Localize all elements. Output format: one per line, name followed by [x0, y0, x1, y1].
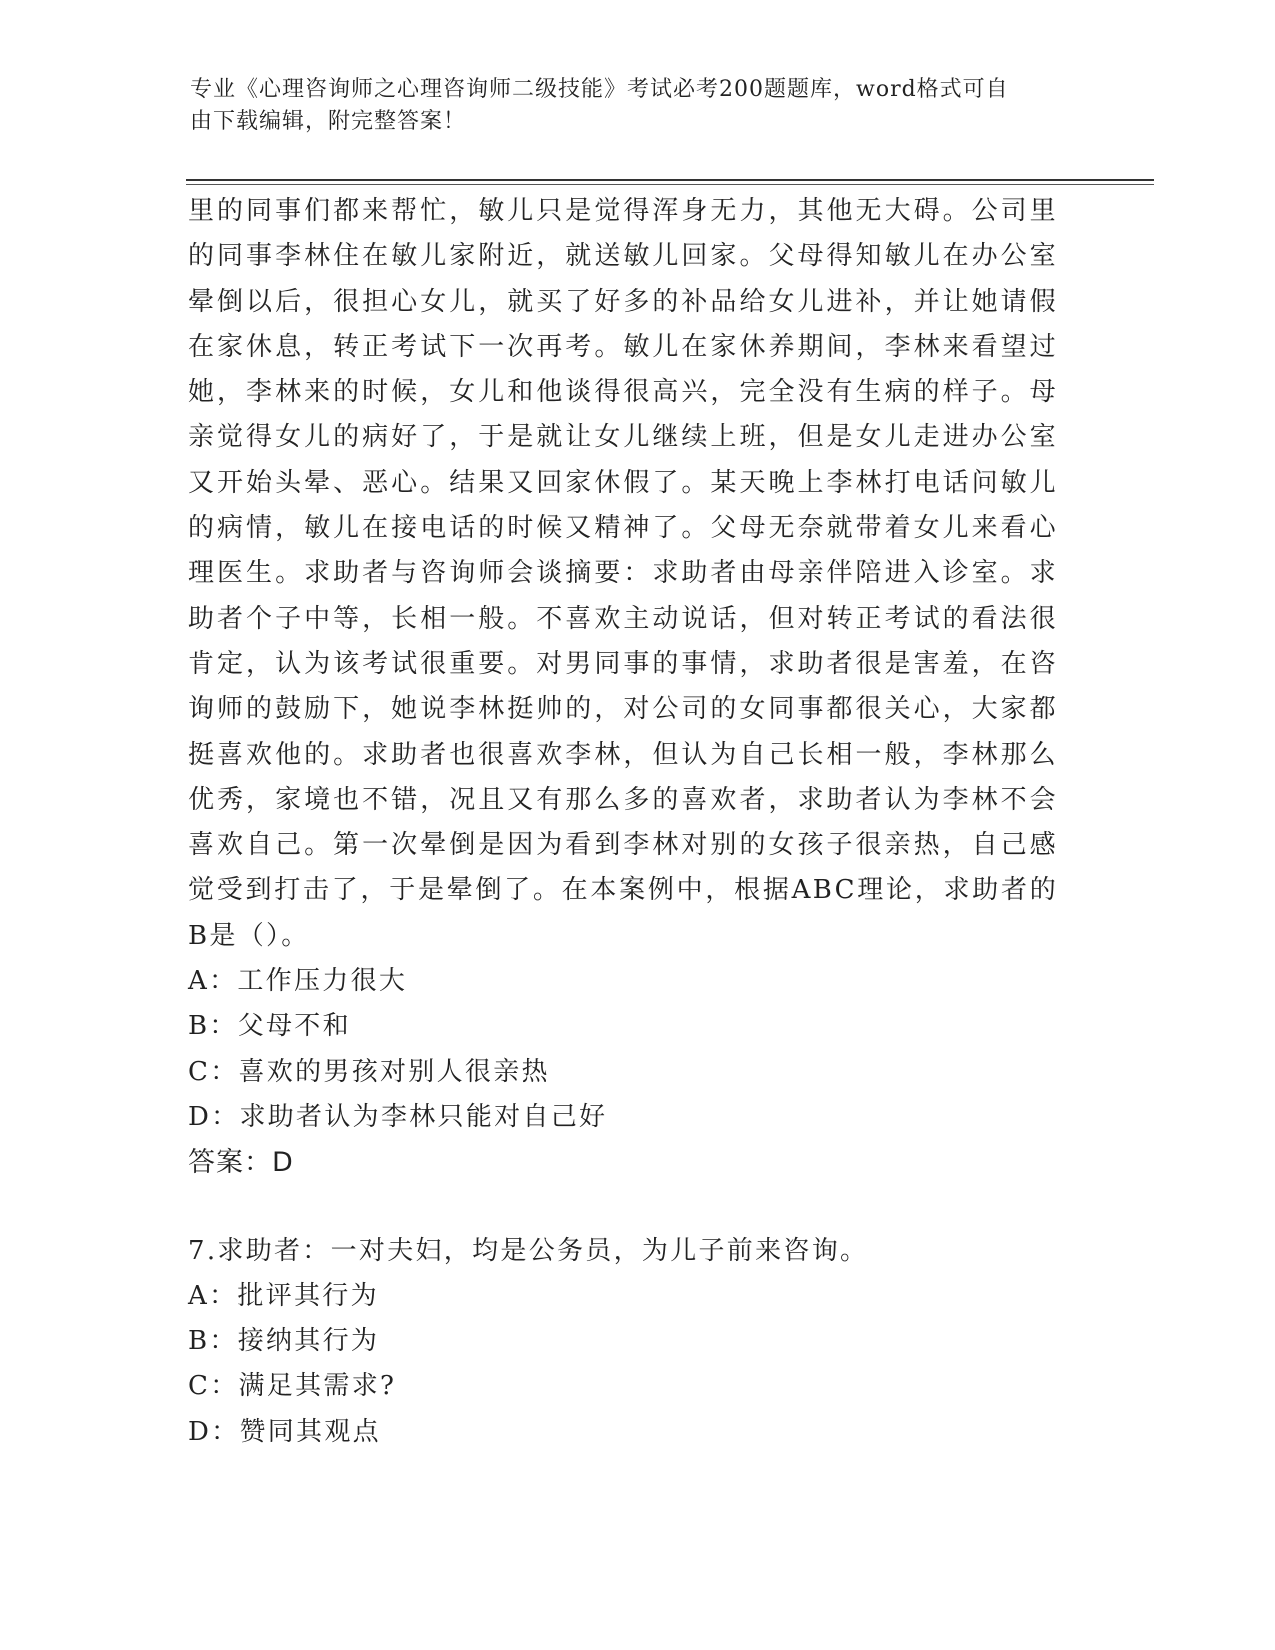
page-header	[190, 74, 1070, 138]
header-line-1: 专业《心理咨询师之心理咨询师二级技能》考试必考200题题库，word格式可自	[190, 77, 1009, 102]
question-6-stem: 里的同事们都来帮忙，敏儿只是觉得浑身无力，其他无大碍。公司里的同事李林住在敏儿家附近，就送敏儿回家。父母得知敏儿在办公室晕倒以后，很担心女儿，就买了好多的补品给女儿进补，并让她请假在家休息，转正考试下一次再考。敏儿在家休养期间，李林来看望过她，李林来的时候，女儿和他谈得很高兴，完全没有生病的样子。母亲觉得女儿的病好了，于是就让女儿继续上班，但是女儿走进办公室又开始头晕、恶心。结果又回家休假了。某天晚上李林打电话问敏儿的病情，敏儿在接电话的时候又精神了。父母无奈就带着女儿来看心理医生。求助者与咨询师会谈摘要：求助者由母亲伴陪进入诊室。求助者个子中等，长相一般。不喜欢主动说话，但对转正考试的看法很肯定，认为该考试很重要。对男同事的事情，求助者很是害羞，在咨询师的鼓励下，她说李林挺帅的，对公司的女同事都很关心，大家都挺喜欢他的。求助者也很喜欢李林，但认为自己长相一般，李林那么优秀，家境也不错，况且又有那么多的喜欢者，求助者认为李林不会喜欢自己。第一次晕倒是因为看到李林对别的女孩子很亲热，自己感觉受到打击了，于是晕倒了。在本案例中，根据ABC理论，求助者的B是（）。	[188, 196, 1058, 951]
question-7-option-c: C：满足其需求?	[188, 1371, 397, 1402]
question-7-option-d: D：赞同其观点	[188, 1416, 381, 1447]
question-6-option-c: C：喜欢的男孩对别人很亲热	[188, 1056, 550, 1087]
question-gap	[188, 1186, 1058, 1229]
document-body	[188, 189, 1058, 1455]
question-6-option-b: B：父母不和	[188, 1011, 351, 1042]
header-divider-thick	[186, 179, 1154, 181]
question-6-answer: 答案：D	[188, 1147, 294, 1179]
question-6	[188, 189, 1058, 1186]
header-divider-thin	[186, 184, 1154, 185]
question-7	[188, 1229, 1058, 1455]
question-7-option-b: B：接纳其行为	[188, 1326, 380, 1357]
question-7-option-a: A：批评其行为	[188, 1280, 379, 1311]
header-line-2: 由下载编辑，附完整答案！	[190, 109, 467, 134]
question-6-option-a: A：工作压力很大	[188, 966, 408, 997]
question-7-stem: 7.求助者：一对夫妇，均是公务员，为儿子前来咨询。	[188, 1235, 869, 1266]
question-6-option-d: D：求助者认为李林只能对自己好	[188, 1101, 608, 1132]
